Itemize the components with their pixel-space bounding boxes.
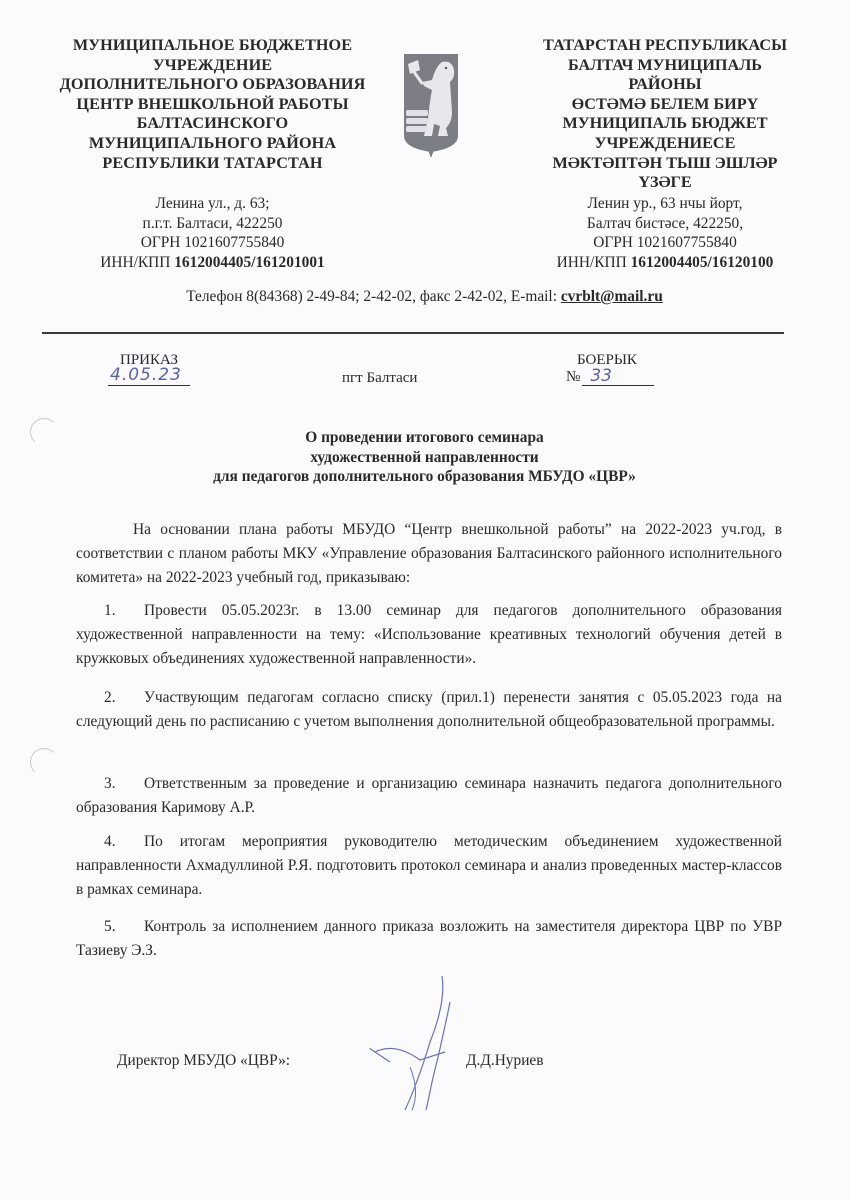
address-inn [500, 253, 830, 273]
inn-value: 1612004405/16120100 [630, 253, 774, 271]
org-line: УЧРЕЖДЕНИЕСЕ [594, 133, 736, 152]
inn-label: ИНН/КПП [556, 253, 631, 271]
inn-label: ИНН/КПП [100, 253, 175, 271]
punch-hole-mark [30, 748, 58, 776]
signatory-position: Директор МБУДО «ЦВР»: [117, 1052, 291, 1069]
org-line: ҮЗӘГЕ [638, 173, 692, 192]
address-ogrn: ОГРН 1021607755840 [593, 234, 737, 252]
item-text: Провести 05.05.2023г. в 13.00 семинар для педагогов дополнительного образования художественной направленности на тему: «Использование креативных технологий обучения детей в кружковых объединениях художественной направленности». [76, 602, 782, 668]
org-line: МУНИЦИПАЛЬНОЕ БЮДЖЕТНОЕ [72, 36, 353, 54]
org-line: ЦЕНТР ВНЕШКОЛЬНОЙ РАБОТЫ [76, 94, 349, 113]
order-item [76, 599, 782, 672]
order-item [76, 772, 782, 820]
item-number: 1. [104, 602, 116, 619]
document-title [0, 428, 849, 487]
coat-of-arms-icon [402, 52, 460, 160]
item-text: Ответственным за проведение и организацию семинара назначить педагога дополнительного образования Каримову А.Р. [76, 775, 782, 817]
item-number: 4. [104, 833, 116, 850]
org-line: МУНИЦИПАЛЬНОГО РАЙОНА [88, 133, 337, 152]
punch-hole-mark [30, 418, 58, 446]
prikaz-label: ПРИКАЗ [120, 352, 178, 368]
item-text: По итогам мероприятия руководителю методическим объединением художественной направленности Ахмадуллиной Р.Я. подготовить протокол семинара и анализ проведенных мастер-классов в рамках семинара. [76, 833, 782, 899]
address-ogrn: ОГРН 1021607755840 [140, 234, 285, 252]
signatory-name: Д.Д.Нуриев [466, 1052, 544, 1069]
address-russian [40, 194, 385, 272]
email-link[interactable]: cvrblt@mail.ru [560, 288, 663, 305]
contacts-text: Телефон 8(84368) 2-49-84; 2-42-02, факс 2-42-02, E-mail: [186, 288, 561, 305]
org-line: РАЙОНЫ [628, 75, 702, 94]
org-line: БАЛТАЧ МУНИЦИПАЛЬ [568, 55, 762, 74]
org-line: ДОПОЛНИТЕЛЬНОГО ОБРАЗОВАНИЯ [59, 75, 366, 94]
handwritten-signature-icon [350, 972, 470, 1112]
title-line: О проведении итогового семинара [305, 429, 544, 446]
address-street: Ленин ур., 63 нчы йорт, [587, 195, 743, 212]
item-number: 3. [104, 775, 116, 792]
inn-value: 1612004405/161201001 [174, 253, 325, 271]
org-line: ӨСТӘМӘ БЕЛЕМ БИРҮ [571, 94, 759, 113]
address-town: Балтач бистәсе, 422250, [586, 214, 744, 232]
org-line: МУНИЦИПАЛЬ БЮДЖЕТ [562, 114, 768, 133]
address-inn [40, 253, 385, 273]
order-item [76, 686, 782, 734]
org-line: УЧРЕЖДЕНИЕ [152, 55, 273, 74]
header-divider [42, 332, 784, 334]
item-number: 2. [104, 689, 116, 706]
org-line: БАЛТАСИНСКОГО [136, 114, 289, 133]
order-number-handwritten: 33 [582, 367, 654, 386]
address-town: п.г.т. Балтаси, 422250 [142, 214, 283, 232]
number-sign: № [566, 369, 581, 385]
title-line: для педагогов дополнительного образования МБУДО «ЦВР» [213, 468, 636, 486]
org-line: ТАТАРСТАН РЕСПУБЛИКАСЫ [542, 36, 788, 54]
title-line: художественной направленности [310, 448, 539, 466]
org-line: МӘКТӘПТӘН ТЫШ ЭШЛӘР [552, 153, 778, 172]
item-text: Участвующим педагогам согласно списку (прил.1) перенести занятия с 05.05.2023 года на следующий день по расписанию с учетом выполнения дополнительной общеобразовательной программы. [76, 689, 782, 731]
org-name-russian [40, 36, 385, 173]
boeryk-label: БОЕРЫК [577, 352, 637, 368]
item-text: Контроль за исполнением данного приказа возложить на заместителя директора ЦВР по УВР Тазиеву Э.З. [76, 918, 782, 960]
org-line: РЕСПУБЛИКИ ТАТАРСТАН [102, 153, 323, 172]
order-date-handwritten: 4.05.23 [108, 365, 190, 386]
item-number: 5. [104, 918, 116, 935]
order-place: пгт Балтаси [342, 370, 418, 386]
order-item [76, 830, 782, 903]
address-street: Ленина ул., д. 63; [155, 195, 270, 212]
org-name-tatar [500, 36, 830, 193]
contacts-line [0, 288, 849, 306]
order-number [566, 367, 654, 386]
order-item [76, 915, 782, 963]
intro-paragraph: На основании плана работы МБУДО “Центр внешкольной работы” на 2022-2023 уч.год, в соответствии с планом работы МКУ «Управление образования Балтасинского районного исполнительного комитета» на 2022-2023 учебный год, приказываю: [76, 521, 782, 587]
address-tatar [500, 194, 830, 272]
